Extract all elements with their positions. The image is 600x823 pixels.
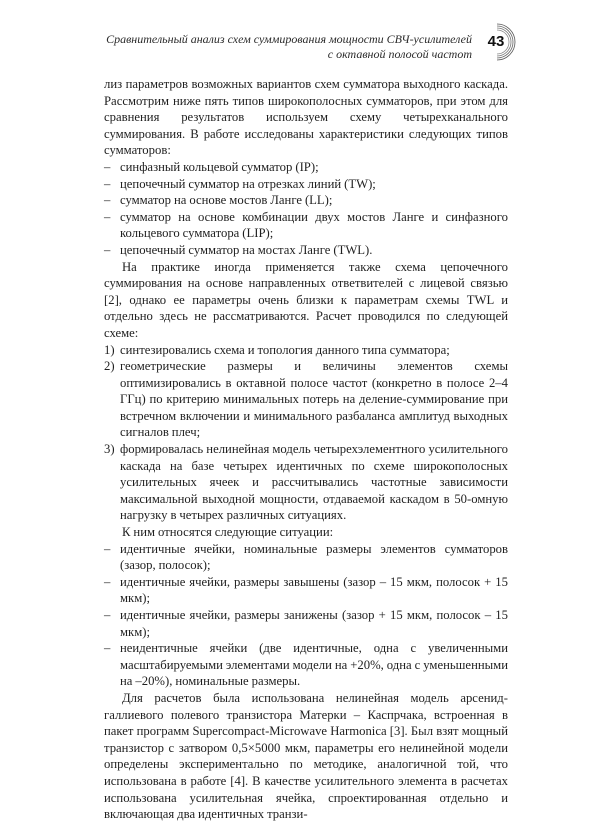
list-item [104, 607, 508, 640]
page-number-badge [477, 22, 521, 66]
list-item-text: геометрические размеры и величины элементов схемы оптимизировались в октавной полосе частот (конкретно в полосе 2–4 ГГц) по критерию минимальных потерь на деление-суммирование при встречном включении и минимального разбаланса амплитуд выходных сигналов плеч; [120, 359, 508, 440]
list-item [104, 192, 508, 209]
list-item-text: идентичные ячейки, номинальные размеры элементов сумматоров (зазор, полосок); [120, 541, 508, 573]
dash-marker: – [104, 176, 111, 191]
dash-marker: – [104, 209, 111, 224]
list-item-text: идентичные ячейки, размеры завышены (зазор – 15 мкм, полосок + 15 мкм); [120, 574, 508, 606]
step-number: 3) [104, 442, 115, 457]
list-item-text: сумматор на основе комбинации двух мостов Ланге и синфазного кольцевого сумматора (LIP); [120, 209, 508, 241]
page-number: 43 [487, 33, 505, 50]
list-item [104, 574, 508, 607]
method-paragraph: На практике иногда применяется также схема цепочечного суммирования на основе направленных ответвителей с лицевой связью [2], однако ее параметры очень близки к параметрам схемы TWL и отдельно здесь не рассматриваются. Расчет проводился по следующей схеме: [104, 259, 508, 340]
list-item-text: неидентичные ячейки (две идентичные, одна с увеличенными масштабируемыми элементами модели на +20%, одна с уменьшенными на –20%), номинальные размеры. [120, 641, 508, 689]
list-item [104, 159, 508, 176]
running-header [0, 22, 600, 66]
running-title [100, 32, 472, 61]
dash-marker: – [104, 541, 111, 556]
list-item [104, 441, 508, 524]
list-item-text: цепочечный сумматор на отрезках линий (TW); [120, 176, 376, 191]
list-item [104, 640, 508, 690]
step-number: 2) [104, 359, 115, 374]
intro-paragraph: лиз параметров возможных вариантов схем сумматора выходного каскада. Рассмотрим ниже пять типов широкополосных сумматоров, при этом для сравнения результатов используем схему четырехканального суммирования. В работе исследованы характеристики следующих типов сумматоров: [104, 77, 508, 158]
list-item [104, 358, 508, 441]
list-item [104, 176, 508, 193]
dash-marker: – [104, 193, 111, 208]
list-item [104, 209, 508, 242]
dash-marker: – [104, 608, 111, 622]
list-item [104, 541, 508, 574]
list-item [104, 242, 508, 259]
dash-marker: – [104, 574, 111, 589]
list-item [104, 342, 508, 359]
list-item-text: сумматор на основе мостов Ланге (LL); [120, 193, 333, 208]
situations-intro: К ним относятся следующие ситуации: [122, 525, 334, 540]
page-body [104, 76, 508, 823]
list-item-text: формировалась нелинейная модель четырехэлементного усилительного каскада на базе четырех идентичных по схеме широкополосных усилительных ячеек и рассчитывались частотные зависимости максимальной выходной мощности, отдаваемой каскадом в 50-омную нагрузку в четырех различных ситуациях. [120, 442, 508, 523]
model-paragraph: Для расчетов была использована нелинейная модель арсенид-галлиевого полевого транзистора Матерки – Каспрчака, встроенная в пакет программ Supercompact-Microwave Harmonica [3]. Был взят мощный транзистор с затвором 0,5×5000 мкм, параметры его нелинейной модели определены экспериментально по методике, аналогичной той, что использована в работе [4]. В качестве усилительного элемента в расчетах использована усилительная ячейка, спроектированная отдельно и включающая два идентичных транзи- [104, 690, 508, 822]
combiner-types-list [104, 159, 508, 259]
running-title-line-1: Сравнительный анализ схем суммирования мощности СВЧ-усилителей [106, 32, 472, 46]
step-number: 1) [104, 342, 115, 357]
list-item-text: синфазный кольцевой сумматор (IP); [120, 159, 319, 174]
list-item-text: идентичные ячейки, размеры занижены (зазор + 15 мкм, полосок – 15 мкм); [120, 608, 508, 639]
running-title-line-2: с октавной полосой частот [327, 46, 472, 61]
dash-marker: – [104, 641, 111, 656]
situations-list [104, 541, 508, 690]
calculation-steps-list [104, 342, 508, 525]
dash-marker: – [104, 242, 111, 257]
dash-marker: – [104, 159, 111, 174]
list-item-text: цепочечный сумматор на мостах Ланге (TWL). [120, 242, 373, 257]
list-item-text: синтезировались схема и топология данного типа сумматора; [120, 342, 450, 357]
